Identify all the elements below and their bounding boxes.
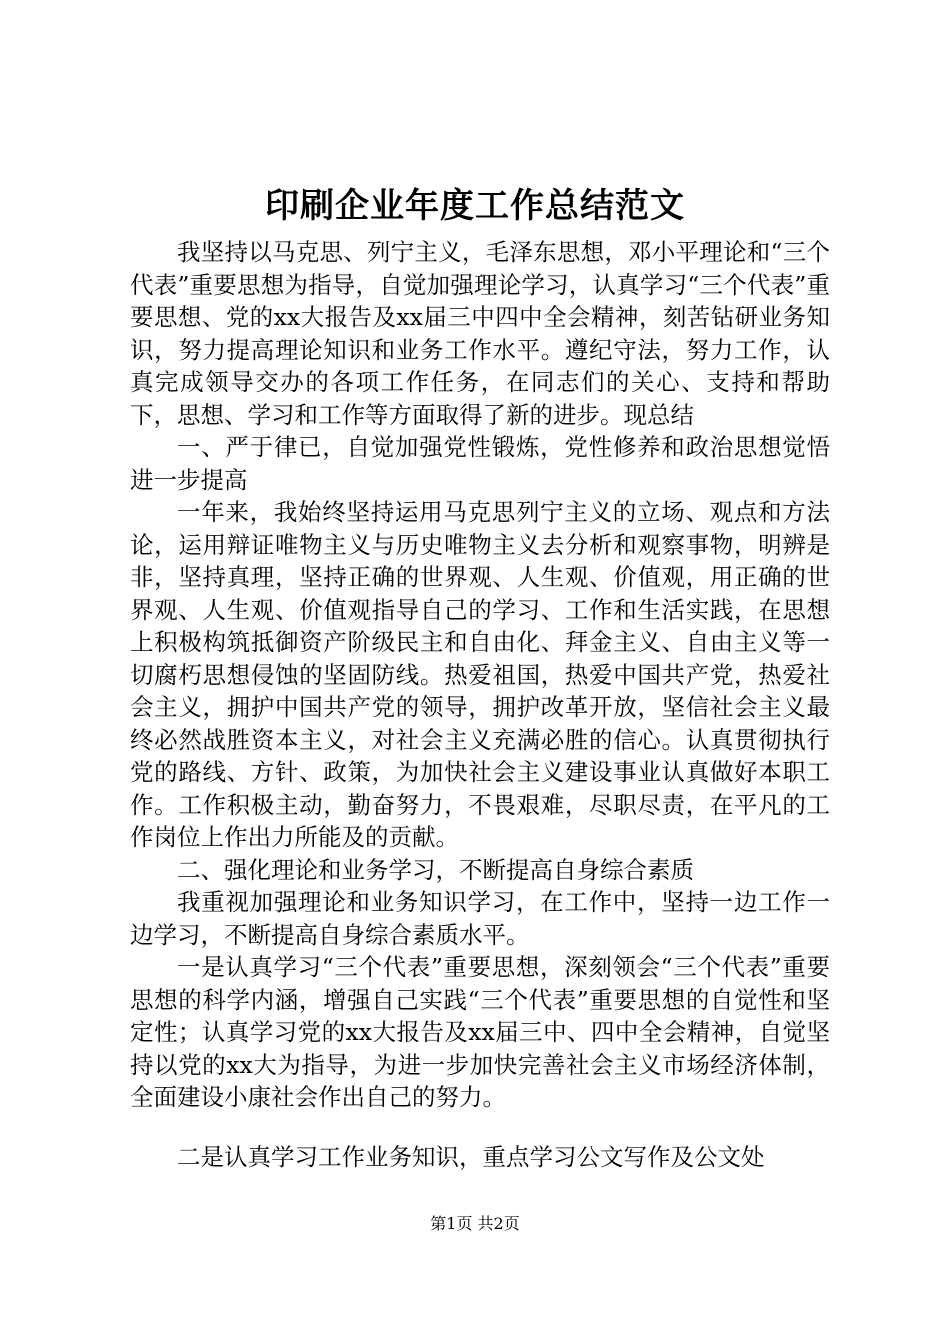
paragraph-point-2: 二是认真学习工作业务知识，重点学习公文写作及公文处 — [177, 1142, 765, 1171]
document-body — [130, 236, 830, 1173]
document-title: 印刷企业年度工作总结范文 — [265, 186, 685, 226]
paragraph-intro: 我坚持以马克思、列宁主义，毛泽东思想，邓小平理论和“三个代表”重要思想为指导，自觉加强理论学习，认真学习“三个代表”重要思想、党的xx大报告及xx届三中四中全会精神，刻苦钻研业务知识，努力提高理论知识和业务工作水平。遵纪守法，努力工作，认真完成领导交办的各项工作任务，在同志们的关心、支持和帮助下，思想、学习和工作等方面取得了新的进步。现总结 — [130, 238, 830, 429]
section-heading-1: 一、严于律已，自觉加强党性锻炼，党性修养和政治思想觉悟进一步提高 — [130, 433, 830, 494]
page-number-footer: 第1页 共2页 — [430, 1214, 520, 1233]
paragraph-section-2: 我重视加强理论和业务知识学习，在工作中，坚持一边工作一边学习，不断提高自身综合素质水平。 — [130, 888, 830, 949]
paragraph-point-1: 一是认真学习“三个代表”重要思想，深刻领会“三个代表”重要思想的科学内涵，增强自己实践“三个代表”重要思想的自觉性和坚定性；认真学习党的xx大报告及xx届三中、四中全会精神，自觉坚持以党的xx大为指导，为进一步加快完善社会主义市场经济体制，全面建设小康社会作出自己的努力。 — [130, 953, 830, 1111]
section-heading-2: 二、强化理论和业务学习，不断提高自身综合素质 — [177, 855, 694, 884]
paragraph-section-1: 一年来，我始终坚持运用马克思列宁主义的立场、观点和方法论，运用辩证唯物主义与历史唯物主义去分析和观察事物，明辨是非，坚持真理，坚持正确的世界观、人生观、价值观，用正确的世界观、人生观、价值观指导自己的学习、工作和生活实践，在思想上积极构筑抵御资产阶级民主和自由化、拜金主义、自由主义等一切腐朽思想侵蚀的坚固防线。热爱祖国，热爱中国共产党，热爱社会主义，拥护中国共产党的领导，拥护改革开放，坚信社会主义最终必然战胜资本主义，对社会主义充满必胜的信心。认真贯彻执行党的路线、方针、政策，为加快社会主义建设事业认真做好本职工作。工作积极主动，勤奋努力，不畏艰难，尽职尽责，在平凡的工作岗位上作出力所能及的贡献。 — [130, 498, 830, 851]
